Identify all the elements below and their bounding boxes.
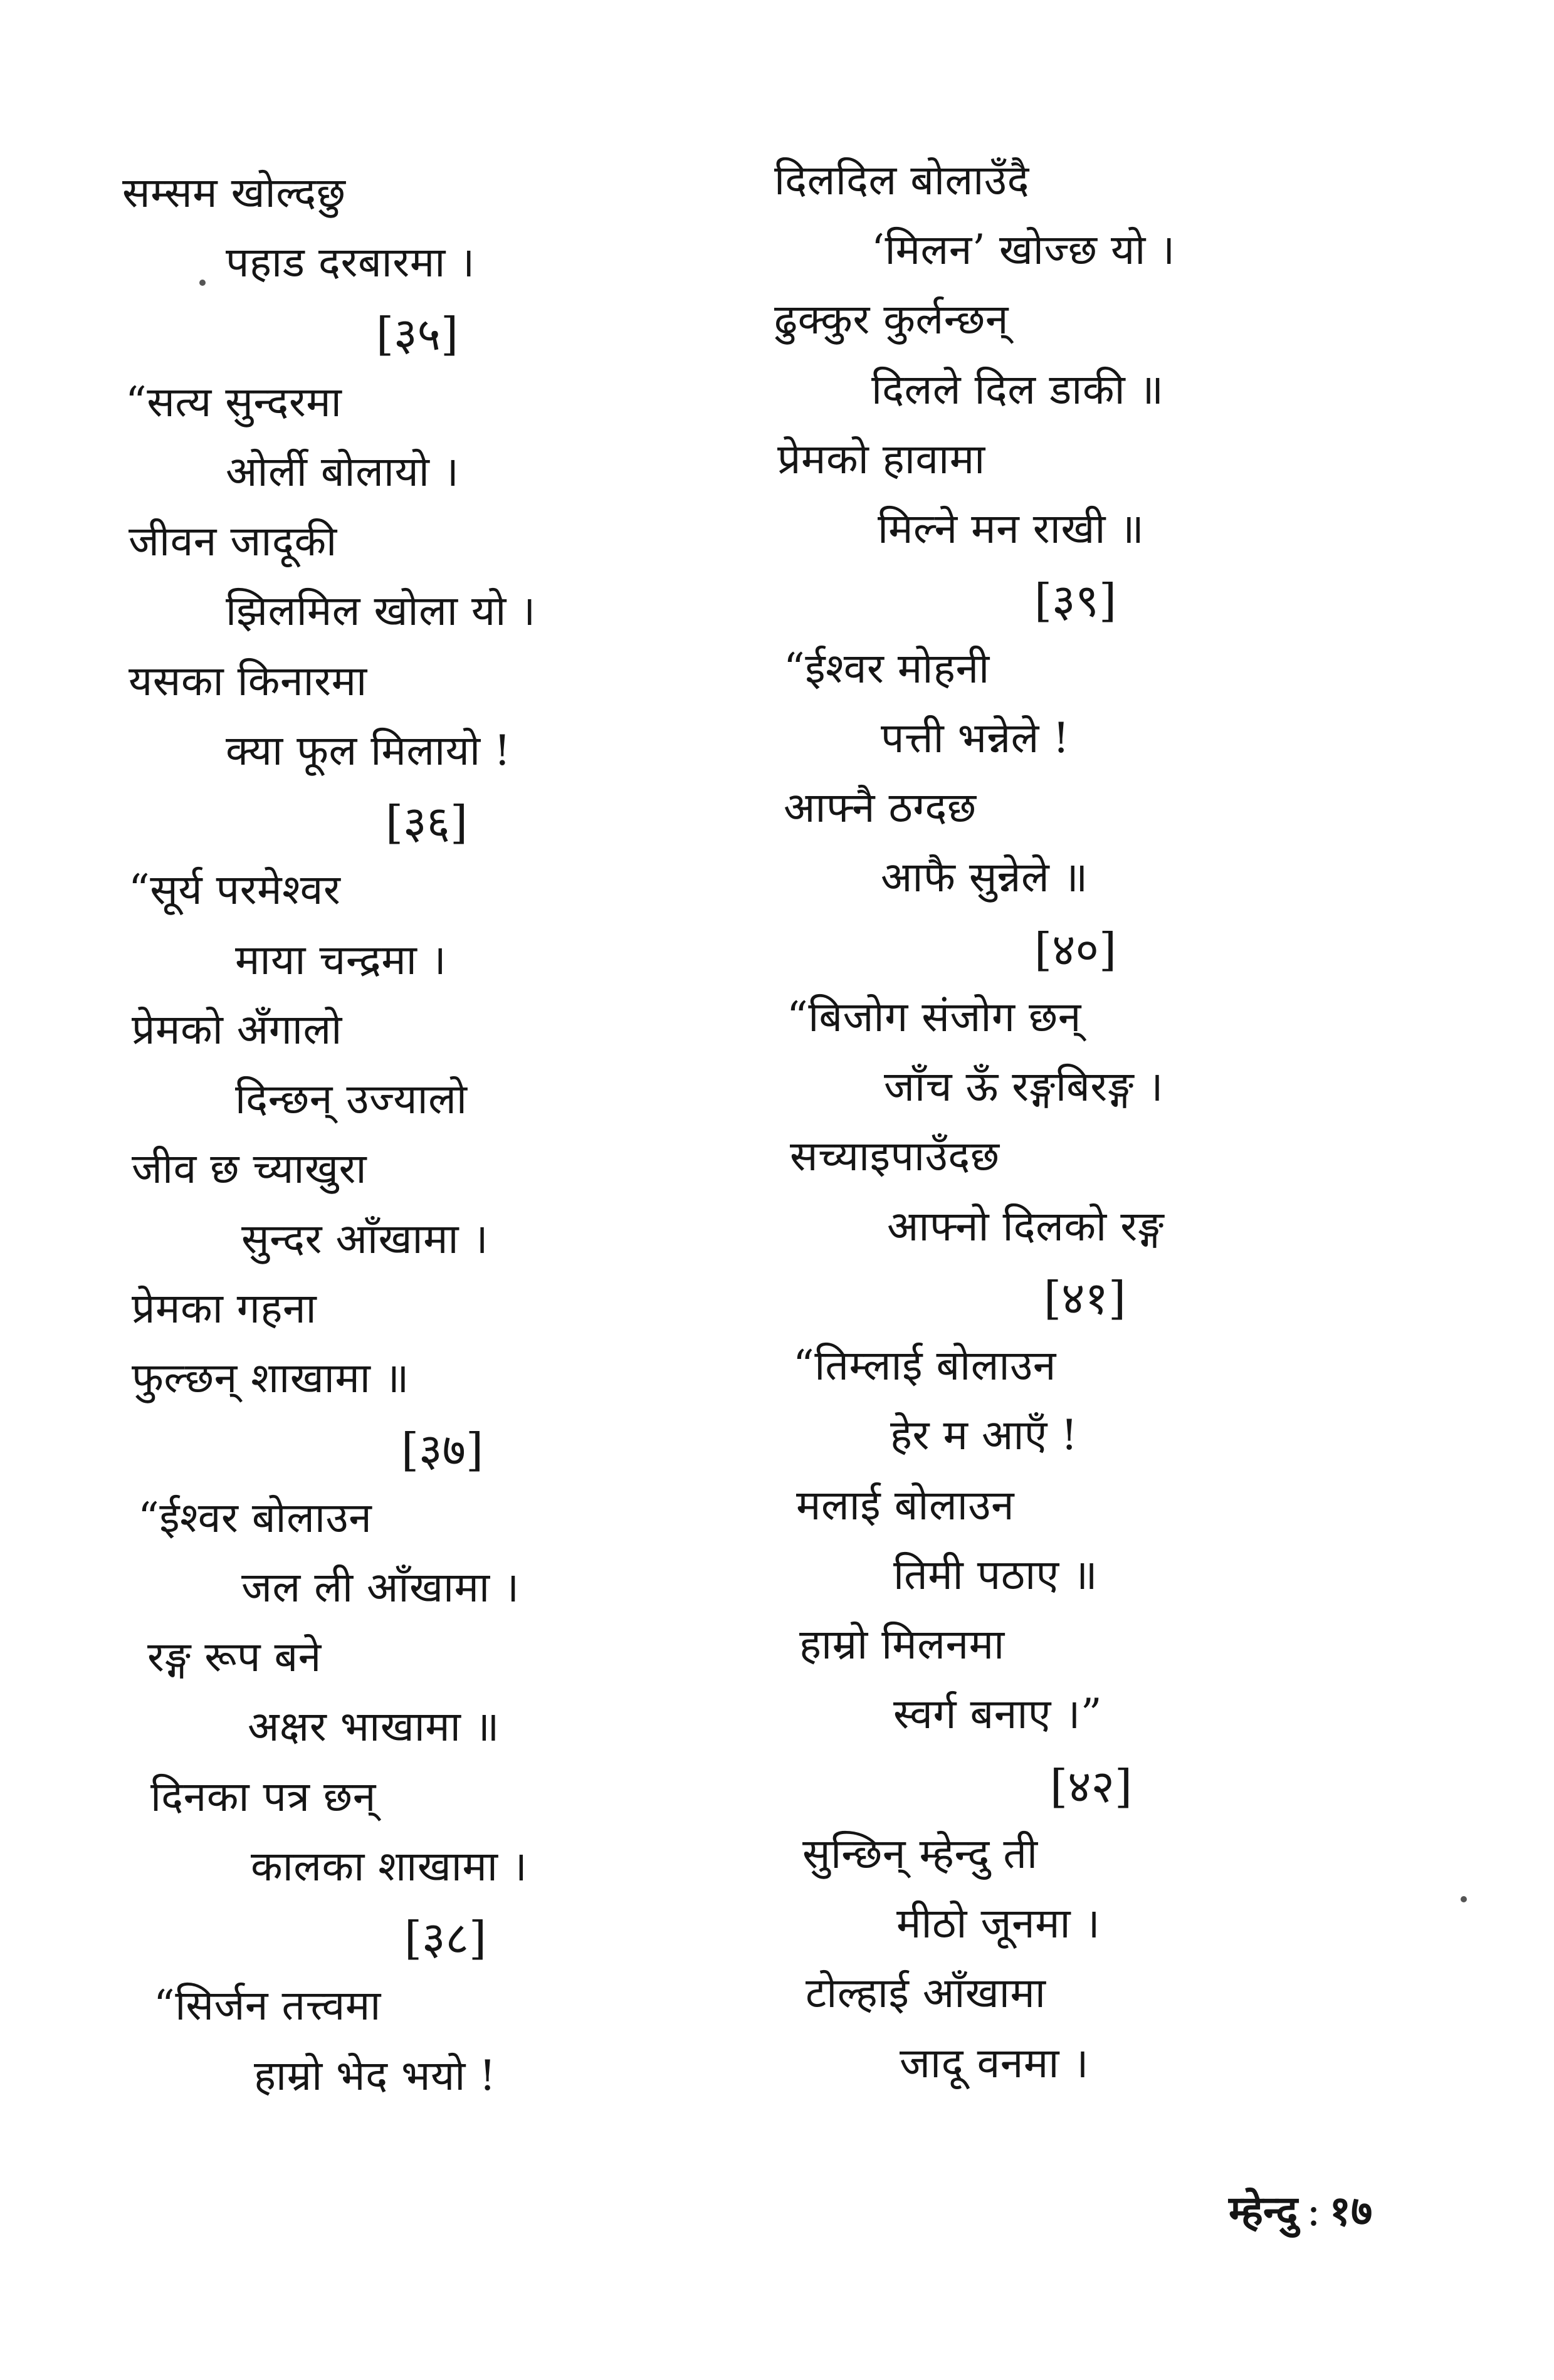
verse-line: जादू वनमा । bbox=[900, 2039, 1089, 2087]
verse-line: ओर्ली बोलायो । bbox=[226, 448, 459, 496]
verse-line: “बिजोग संजोग छन् bbox=[787, 993, 1081, 1041]
verse-line: हाम्रो मिलनमा bbox=[799, 1620, 1005, 1669]
verse-line: जीवन जादूकी bbox=[129, 517, 337, 565]
verse-line: तिमी पठाए ॥ bbox=[893, 1551, 1098, 1599]
verse-line: प्रेमको हावामा bbox=[777, 435, 985, 483]
footer-book-title: म्हेन्दु bbox=[1229, 2186, 1298, 2235]
verse-line: दिलदिल बोलाउँदै bbox=[774, 156, 1030, 204]
verse-line: मलाई बोलाउन bbox=[796, 1481, 1015, 1529]
verse-number: [४२] bbox=[1050, 1760, 1133, 1813]
verse-line: कालका शाखामा । bbox=[251, 1842, 528, 1890]
verse-line: “ईश्वर मोहनी bbox=[784, 644, 990, 693]
verse-line: आफ्नै ठग्दछ bbox=[784, 784, 977, 832]
verse-line: जीव छ च्याखुरा bbox=[132, 1145, 367, 1193]
verse-line: पहाड दरबारमा । bbox=[226, 238, 475, 286]
verse-line: मीठो जूनमा । bbox=[896, 1899, 1101, 1948]
verse-line: माया चन्द्रमा । bbox=[235, 936, 447, 984]
scan-speck bbox=[1461, 1896, 1467, 1902]
verse-line: प्रेमको अँगालो bbox=[132, 1005, 342, 1054]
verse-line: सम्सम खोल्दछु bbox=[122, 169, 346, 217]
verse-line: अक्षर भाखामा ॥ bbox=[248, 1702, 500, 1751]
verse-number: [३९] bbox=[1034, 574, 1117, 627]
verse-number: [४१] bbox=[1044, 1272, 1126, 1324]
verse-line: प्रेमका गहना bbox=[132, 1284, 317, 1333]
verse-line: सुन्दर आँखामा । bbox=[241, 1215, 489, 1263]
verse-number: [३६] bbox=[386, 796, 468, 849]
verse-line: हाम्रो भेद भयो ! bbox=[254, 2052, 496, 2100]
verse-line: हेर म आएँ ! bbox=[890, 1411, 1078, 1459]
verse-line: “सूर्य परमेश्वर bbox=[129, 866, 341, 914]
verse-line: “सत्य सुन्दरमा bbox=[125, 378, 342, 426]
verse-line: टोल्हाई आँखामा bbox=[806, 1969, 1046, 2017]
verse-line: रङ्ग रूप बने bbox=[147, 1633, 322, 1681]
verse-line: ढुक्कुर कुर्लन्छन् bbox=[774, 295, 1009, 343]
verse-line: “सिर्जन तत्त्वमा bbox=[154, 1981, 381, 2030]
page-footer bbox=[1229, 2181, 1372, 2238]
verse-line: ‘मिलन’ खोज्छ यो । bbox=[871, 226, 1175, 274]
verse-line: “ईश्वर बोलाउन bbox=[138, 1494, 372, 1542]
verse-line: झिलमिल खोला यो । bbox=[226, 587, 536, 635]
verse-line: सुन्छिन् म्हेन्दु ती bbox=[802, 1830, 1038, 1878]
verse-line: दिलले दिल डाकी ॥ bbox=[871, 365, 1164, 414]
verse-line: “तिम्लाई बोलाउन bbox=[793, 1341, 1056, 1390]
verse-line: पत्ती भन्नेले ! bbox=[881, 714, 1070, 762]
verse-number: [३५] bbox=[376, 308, 459, 360]
page-number: १७ bbox=[1329, 2186, 1373, 2235]
verse-number: [३८] bbox=[404, 1912, 487, 1964]
verse-line: मिल्ने मन राखी ॥ bbox=[878, 505, 1145, 553]
verse-line: आफ्नो दिलको रङ्ग bbox=[887, 1202, 1164, 1250]
verse-line: जल ली आँखामा । bbox=[241, 1563, 520, 1612]
scan-speck bbox=[199, 280, 206, 286]
verse-line: सच्याइपाउँदछ bbox=[790, 1132, 1000, 1180]
verse-line: आफै सुन्नेले ॥ bbox=[881, 853, 1088, 901]
verse-number: [४०] bbox=[1034, 923, 1117, 976]
verse-line: दिनका पत्र छन् bbox=[150, 1773, 376, 1821]
verse-line: क्या फूल मिलायो ! bbox=[226, 726, 512, 775]
footer-separator: : bbox=[1306, 2187, 1321, 2235]
verse-line: यसका किनारमा bbox=[129, 657, 367, 705]
verse-number: [३७] bbox=[401, 1423, 484, 1476]
verse-line: जाँच ऊँ रङ्गबिरङ्ग । bbox=[884, 1062, 1164, 1111]
verse-line: दिन्छन् उज्यालो bbox=[235, 1075, 468, 1123]
verse-line: स्वर्ग बनाए ।” bbox=[893, 1690, 1103, 1738]
verse-line: फुल्छन् शाखामा ॥ bbox=[132, 1354, 409, 1402]
